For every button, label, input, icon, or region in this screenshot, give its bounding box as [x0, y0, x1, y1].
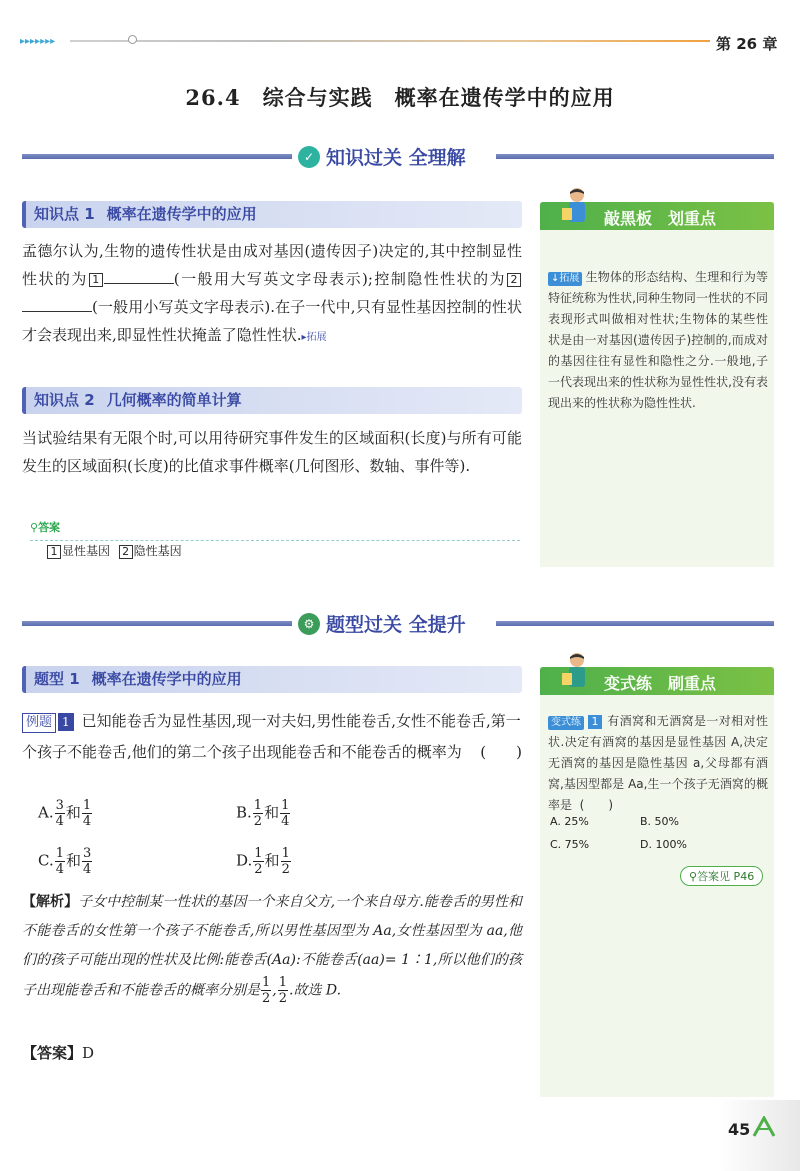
variant-option-C: C. 75%	[550, 838, 590, 851]
knowledge-point-1-bar	[22, 201, 522, 228]
kp1-title: 概率在遗传学中的应用	[106, 205, 257, 223]
option-C	[38, 846, 93, 877]
variant-option-D: D. 100%	[640, 838, 687, 851]
answer-num-2: 2	[119, 545, 133, 559]
key-icon: ⚲	[30, 521, 39, 534]
option-C-frac-1: $\frac{1}{4}$	[55, 846, 64, 877]
variant-tag: 变式练	[548, 716, 584, 730]
option-C-frac-2: $\frac{3}{4}$	[83, 846, 92, 877]
section2-line-right	[496, 621, 774, 626]
key-icon-2: ⚲	[689, 870, 698, 883]
variant-option-A: A. 25%	[550, 815, 589, 828]
extension-link: ▸拓展	[301, 332, 327, 343]
section2-banner	[298, 610, 466, 637]
header-arrows: ▸▸▸▸▸▸▸	[20, 36, 56, 47]
blank-1	[104, 269, 174, 284]
final-answer-value: D	[82, 1044, 95, 1062]
analysis-label: 【解析】	[22, 894, 79, 910]
side-panel-2-title: 变式练 刷重点	[604, 674, 717, 693]
kp2-paragraph: 当试验结果有无限个时,可以用待研究事件发生的区域面积(长度)与所有可能发生的区域面积(长度)的比值求事件概率(几何图形、数轴、事件等).	[22, 429, 522, 475]
option-D-frac-2: $\frac{1}{2}$	[281, 846, 290, 877]
page-logo-icon	[752, 1116, 776, 1138]
final-answer	[22, 1042, 94, 1063]
option-D	[236, 846, 292, 877]
blank-number-2: 2	[507, 273, 521, 287]
section2-title: 题型过关 全提升	[326, 614, 466, 636]
extension-tag: ↓拓展	[548, 272, 582, 286]
option-A-frac-2: $\frac{1}{4}$	[82, 798, 92, 829]
option-A-frac-1: $\frac{3}{4}$	[55, 798, 64, 829]
option-C-and: 和	[66, 851, 82, 870]
option-D-and: 和	[264, 851, 280, 870]
option-B-frac-1: $\frac{1}{2}$	[253, 798, 263, 829]
side-panel-1-text: 生物体的形态结构、生理和行为等特征统称为性状,同种生物同一性状的不同表现形式叫做相对性状;生物体的某些性状是由一对基因(遗传因子)控制的,而成对的基因往往有显性和隐性之分.一般地,子一代表现出来的性状称为显性性状,没有表现出来的性状称为隐性性状.	[548, 270, 768, 410]
variant-number: 1	[588, 715, 602, 729]
option-A	[38, 798, 93, 829]
page-title: 26.4 综合与实践 概率在遗传学中的应用	[185, 85, 615, 110]
analysis-frac-1: $\frac{1}{2}$	[262, 975, 271, 1006]
side-panel-1-title: 敲黑板 划重点	[604, 209, 717, 228]
example-1	[22, 706, 522, 768]
answer-divider	[30, 540, 520, 541]
option-A-label: A.	[38, 803, 54, 822]
analysis	[22, 888, 522, 1006]
kp1-text-1: 孟德尔认为,生物的遗传性状是由成对基因(遗传因子)决定的,其中控制显性性状的为	[22, 242, 522, 288]
answer-label: 答案	[38, 521, 61, 534]
option-D-frac-1: $\frac{1}{2}$	[254, 846, 263, 877]
variant-text: 有酒窝和无酒窝是一对相对性状.决定有酒窝的基因是显性基因 A,决定无酒窝的基因是隐性基因 a,父母都有酒窝,基因型都是 Aa,生一个孩子无酒窝的概率是	[548, 714, 768, 812]
variant-option-B: B. 50%	[640, 815, 679, 828]
side-panel-1-body	[548, 267, 768, 414]
example-label: 例题	[22, 713, 56, 733]
gear-icon: ⚙	[298, 613, 320, 635]
analysis-sep: ,	[272, 982, 277, 999]
kp1-text-2: (一般用大写英文字母表示);控制隐性性状的为	[173, 270, 506, 288]
student-icon	[560, 651, 594, 691]
header-dot	[128, 35, 137, 44]
option-D-label: D.	[236, 851, 253, 870]
type1-num: 题型 1	[34, 670, 80, 688]
answer-num-1: 1	[47, 545, 61, 559]
answer-values	[46, 542, 182, 559]
kp1-paragraph	[22, 237, 522, 352]
section1-line-left	[22, 154, 292, 159]
analysis-text: 子女中控制某一性状的基因一个来自父方,一个来自母方.能卷舌的男性和不能卷舌的女性第一个孩子不能卷舌,所以男性基因型为 Aa,女性基因型为 aa,他们的孩子可能出现的性状及比例:能卷舌(Aa):不能卷舌(aa)= 1∶1,所以他们的孩子出现能卷舌和不能卷舌的概率分别是	[22, 894, 522, 999]
option-C-label: C.	[38, 851, 54, 870]
page-number: 45	[728, 1120, 751, 1139]
side-panel-2-body	[548, 711, 768, 816]
kp2-num: 知识点 2	[34, 391, 95, 409]
knowledge-icon: ✓	[298, 146, 320, 168]
teacher-icon	[560, 186, 594, 226]
knowledge-point-2-bar	[22, 387, 522, 414]
variant-paren: ( )	[579, 798, 614, 812]
example-paren: ( )	[480, 743, 522, 761]
example-number: 1	[58, 713, 74, 731]
kp1-text-3: (一般用小写英文字母表示).在子一代中,只有显性基因控制的性状才会表现出来,即显性性状掩盖了隐性性状.	[22, 298, 522, 344]
type1-title: 概率在遗传学中的应用	[91, 670, 242, 688]
section1-title: 知识过关 全理解	[326, 147, 466, 169]
option-B	[236, 798, 291, 829]
answer-1: 显性基因	[62, 544, 111, 558]
blank-2	[22, 297, 92, 312]
see-answer-text: 答案见 P46	[697, 870, 755, 883]
final-answer-label: 【答案】	[22, 1044, 83, 1062]
answer-key	[30, 519, 60, 535]
kp1-num: 知识点 1	[34, 205, 95, 223]
chapter-label: 第 26 章	[716, 35, 778, 53]
question-type-1-bar	[22, 666, 522, 693]
analysis-frac-2: $\frac{1}{2}$	[278, 975, 288, 1006]
section1-banner	[298, 143, 466, 170]
option-B-frac-2: $\frac{1}{4}$	[281, 798, 290, 829]
header-line	[70, 40, 710, 42]
blank-number-1: 1	[89, 273, 103, 287]
example-text: 已知能卷舌为显性基因,现一对夫妇,男性能卷舌,女性不能卷舌,第一个孩子不能卷舌,他们的第二个孩子出现能卷舌和不能卷舌的概率为	[22, 712, 521, 761]
see-answer-badge	[680, 866, 763, 886]
section1-line-right	[496, 154, 774, 159]
option-B-label: B.	[236, 803, 252, 822]
answer-2: 隐性基因	[133, 544, 182, 558]
section2-line-left	[22, 621, 292, 626]
analysis-end: .故选 D.	[289, 982, 342, 999]
option-A-and: 和	[65, 803, 81, 822]
kp2-title: 几何概率的简单计算	[106, 391, 242, 409]
option-B-and: 和	[264, 803, 280, 822]
